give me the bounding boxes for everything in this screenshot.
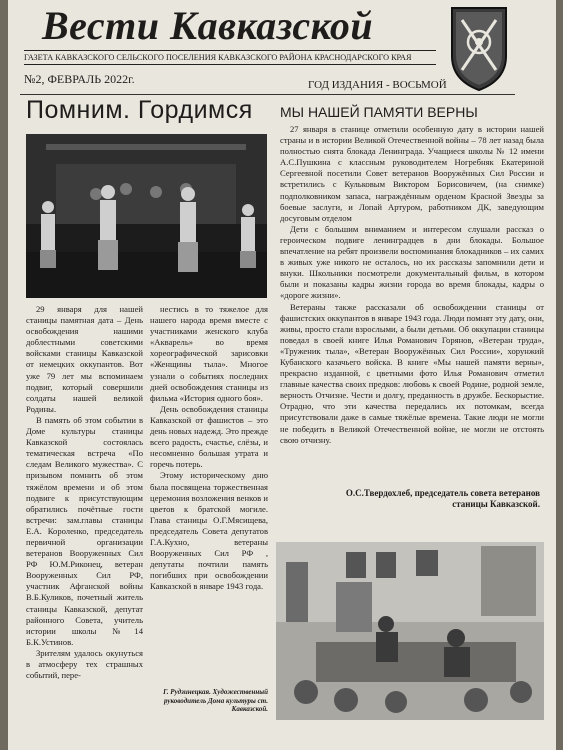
- crossed-sabers-coat-of-arms-icon: [446, 4, 512, 92]
- stage-performance-photo: [26, 134, 267, 298]
- article-headline: Помним. Гордимся: [26, 96, 253, 124]
- author-signature: О.С.Твердохлеб, председатель совета ветеранов станицы Кавказской.: [345, 488, 540, 509]
- publication-year: ГОД ИЗДАНИЯ - ВОСЬМОЙ: [308, 79, 447, 91]
- newspaper-subtitle: ГАЗЕТА КАВКАЗСКОГО СЕЛЬСКОГО ПОСЕЛЕНИЯ КАВКАЗСКОГО РАЙОНА КРАСНОДАРСКОГО КРАЯ: [24, 50, 436, 65]
- article-headline: МЫ НАШЕЙ ПАМЯТИ ВЕРНЫ: [280, 104, 478, 120]
- header-rule: [20, 94, 515, 95]
- author-signature: Г. Рудзинецкая. Художественный руководитель Дома культуры ст. Кавказской.: [163, 688, 268, 713]
- article-paragraph: 27 января в станице отметили особенную дату в истории нашей страны и в истории Великой Отечественной войны – 78 лет назад была полностью снята блокада Ленинграда. Учащиеся школы № 12 имени А.С.Пушкина с классным руководителем Ногребняк Екатериной Сергеевной посетили Совет ветеранов Вооружённых Сил России и встретились с Кульковым Виктором Борисовичем, (на снимке) подполковником запаса, награждённым орденом Красной Звезды за боевые заслуги, и Лопай Артуром, работником ДК, заведующим досуговым отделом: [280, 124, 544, 223]
- article-paragraph: День освобождения станицы Кавказской от фашистов – это день новых надежд. Это прежде всего радость, счастье, слёзы, и несомненно большая утрата и горечь потерь.: [150, 403, 268, 470]
- newspaper-page: [8, 0, 556, 750]
- article-column: [280, 124, 544, 446]
- article-column: [26, 304, 143, 681]
- article-paragraph: В память об этом событии в Доме культуры станицы Кавказской состоялась тематическая встреча «По следам Великого мужества». С призывом помнить об этом тяжёлом времени и об этом подвиге к присутствующим обратились почётные гости встречи: зам.главы станицы Е.А. Короленко, председатель первичной организации ветеранов Вооруженных Сил РФ Ю.М.Риконец, ветеран Вооруженных Сил РФ, участник Афганской войны В.Б.Куликов, почетный житель станицы Кавказской, депутат районного Совета, учитель истории школы №14 Б.К.Устинов.: [26, 414, 143, 647]
- article-paragraph: Этому историческому дню была посвящена торжественная церемония возложения венков и цветов к братской могиле. Глава станицы О.Г.Мясищева, председатель Совета депутатов Г.А.Кухно, ветераны Вооруженных Сил РФ , депутаты почтили память погибших при освобождении Кавказской в январе 1943 года.: [150, 470, 268, 592]
- article-paragraph: Дети с большим вниманием и интересом слушали рассказ о героическом подвиге ленинградцев в дни блокады. Большое впечатление на ребят произвели воспоминания блокадников – их самих в живых уже никого не осталось, но их рассказы запомнили дети и внуки. Школьники посмотрели документальный фильм, в котором были и показаны кадры жизни города во время блокады, кадры о «дороге жизни».: [280, 223, 544, 301]
- article-paragraph: нестись в то тяжелое для нашего народа время вместе с участниками женского клуба «Акварель» во время хореографической зарисовки «Женщины тыла». Многое узнали о событиях последних дней освобождения станицы из фильма «История одного боя».: [150, 304, 268, 403]
- article-paragraph: Зрителям удалось окунуться в атмосферу тех страшных событий, пере-: [26, 647, 143, 681]
- newspaper-title: Вести Кавказской: [42, 3, 374, 48]
- issue-number: №2, ФЕВРАЛЬ 2022г.: [24, 72, 135, 86]
- article-column: [150, 304, 268, 592]
- article-paragraph: Ветераны также рассказали об освобождении станицы от фашистских оккупантов в январе 1943 года. Люди помнят эту дату, они, живы, просто стали взрослыми, а были детьми. Об оккупации станицы поведал в своей книге Илья Романович Горянов, «Ветеран труда», «Труженик тыла», «Ветеран Вооружённых Сил России», хорунжий Кубанского казачьего войска. В книге «Мы нашей памяти верны», прекрасно изданной, с цветными фото Илья Романович отметил главные качества своих предков: любовь к своей Родине, родной земле, верность Отчизне. Чести и долгу, преданность в дружбе. Бескорыстие. Отрадно, что эти качества передались их потомкам, всегда присутствовали даже в самые тяжёлые времена. Такие люди не могли не победить в Великой Отечественной войне, не могли не отстоять свою отчизну.: [280, 301, 544, 445]
- veterans-meeting-photo: [276, 542, 544, 720]
- article-paragraph: 29 января для нашей станицы памятная дата – День освобождения нашими доблестными советскими войсками станицы Кавказской от немецких оккупантов. Вот уже 79 лет мы вспоминаем подвиг, который совершили солдаты нашей великой Родины.: [26, 304, 143, 414]
